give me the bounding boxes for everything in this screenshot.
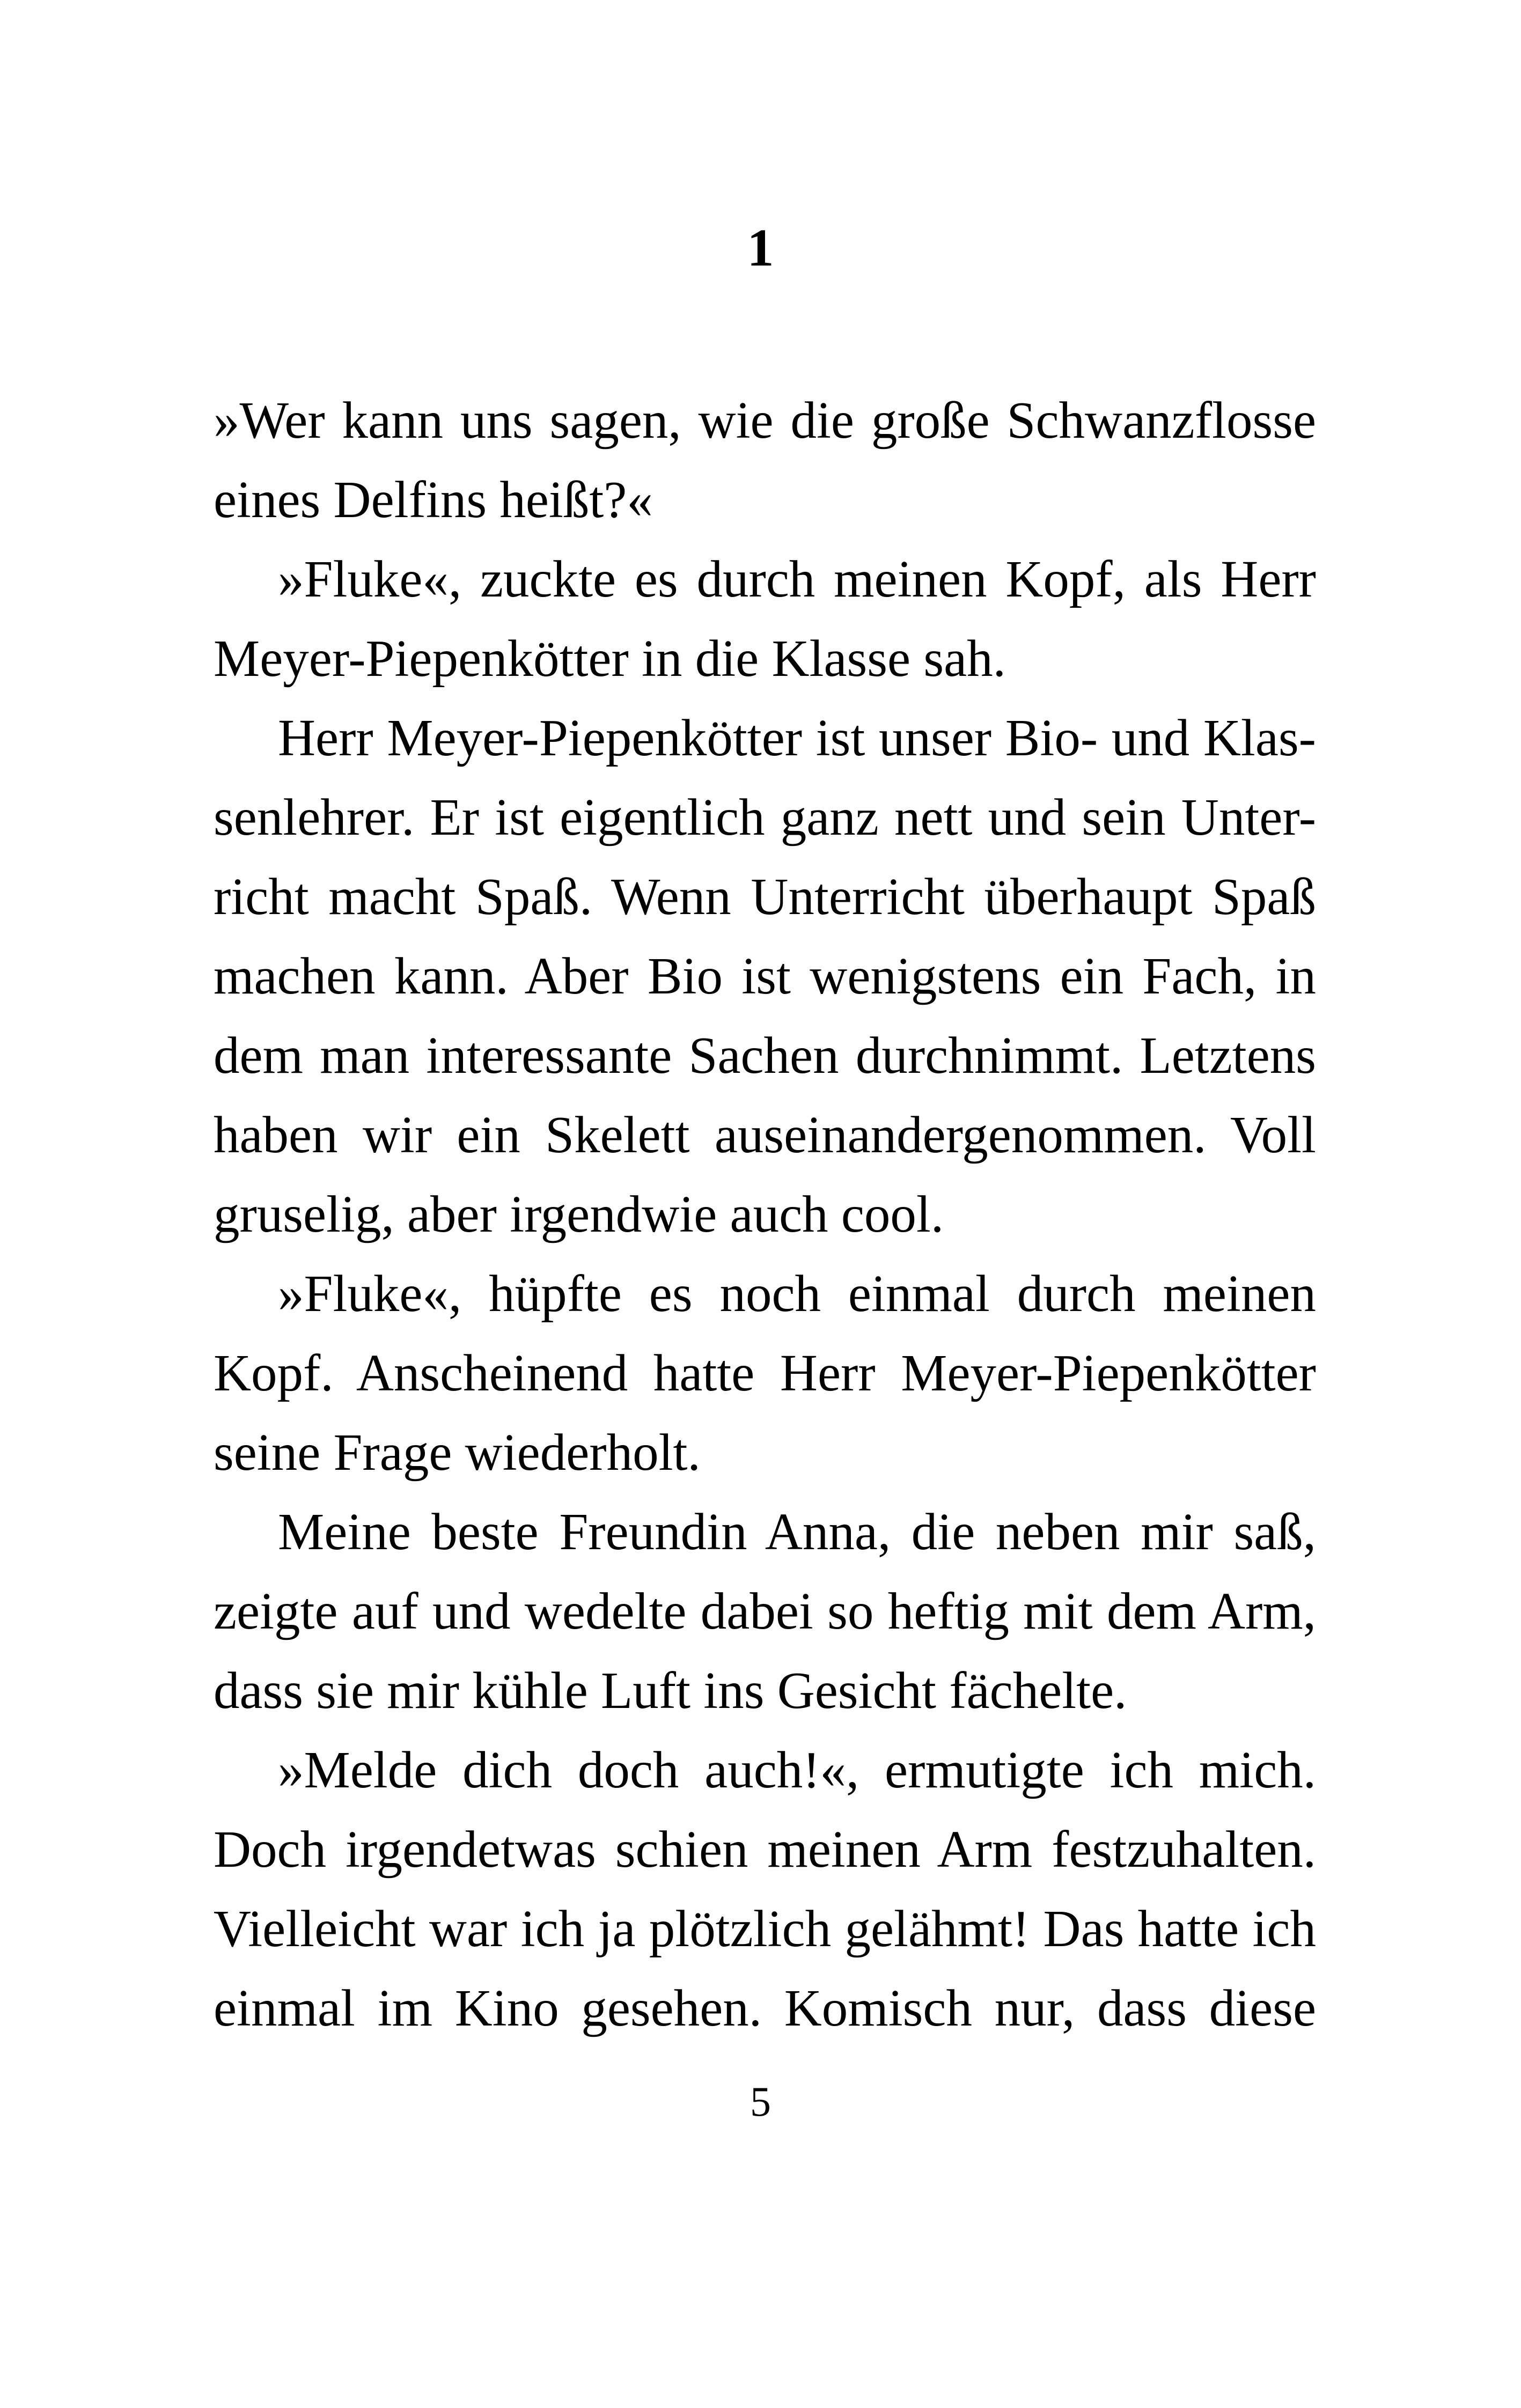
text-line: haben wir ein Skelett auseinandergenommen. Voll — [214, 1106, 1316, 1164]
text-line: machen kann. Aber Bio ist wenigstens ein Fach, in — [214, 947, 1316, 1005]
text-line: Herr Meyer-Piepenkötter ist unser Bio- und Klas- — [278, 709, 1316, 767]
text-line: gruselig, aber irgendwie auch cool. — [214, 1185, 944, 1243]
text-line: seine Frage wiederholt. — [214, 1424, 701, 1481]
text-line: Meyer-Piepenkötter in die Klasse sah. — [214, 630, 1006, 687]
text-line: »Wer kann uns sagen, wie die große Schwanzflosse — [214, 392, 1316, 449]
text-line: Vielleicht war ich ja plötzlich gelähmt! Das hatte ich — [214, 1900, 1316, 1957]
chapter-number: 1 — [747, 218, 774, 277]
text-line: zeigte auf und wedelte dabei so heftig mit dem Arm, — [214, 1582, 1316, 1640]
body-text — [214, 381, 1316, 2048]
text-line: Meine beste Freundin Anna, die neben mir saß, — [278, 1503, 1316, 1560]
text-line: Kopf. Anscheinend hatte Herr Meyer-Piepenkötter — [214, 1344, 1316, 1402]
text-line: »Fluke«, zuckte es durch meinen Kopf, als Herr — [278, 550, 1316, 608]
text-line: eines Delfins heißt?« — [214, 471, 653, 528]
text-line: »Melde dich doch auch!«, ermutigte ich mich. — [278, 1741, 1316, 1799]
page-number: 5 — [750, 2078, 771, 2125]
text-line: richt macht Spaß. Wenn Unterricht überhaupt Spaß — [214, 868, 1316, 925]
text-line: einmal im Kino gesehen. Komisch nur, dass diese — [214, 1979, 1316, 2037]
text-line: senlehrer. Er ist eigentlich ganz nett und sein Unter- — [214, 789, 1316, 846]
text-line: »Fluke«, hüpfte es noch einmal durch meinen — [278, 1265, 1316, 1322]
text-line: dem man interessante Sachen durchnimmt. Letztens — [214, 1027, 1316, 1084]
text-line: Doch irgendetwas schien meinen Arm festzuhalten. — [214, 1821, 1316, 1878]
text-line: dass sie mir kühle Luft ins Gesicht fächelte. — [214, 1662, 1127, 1719]
